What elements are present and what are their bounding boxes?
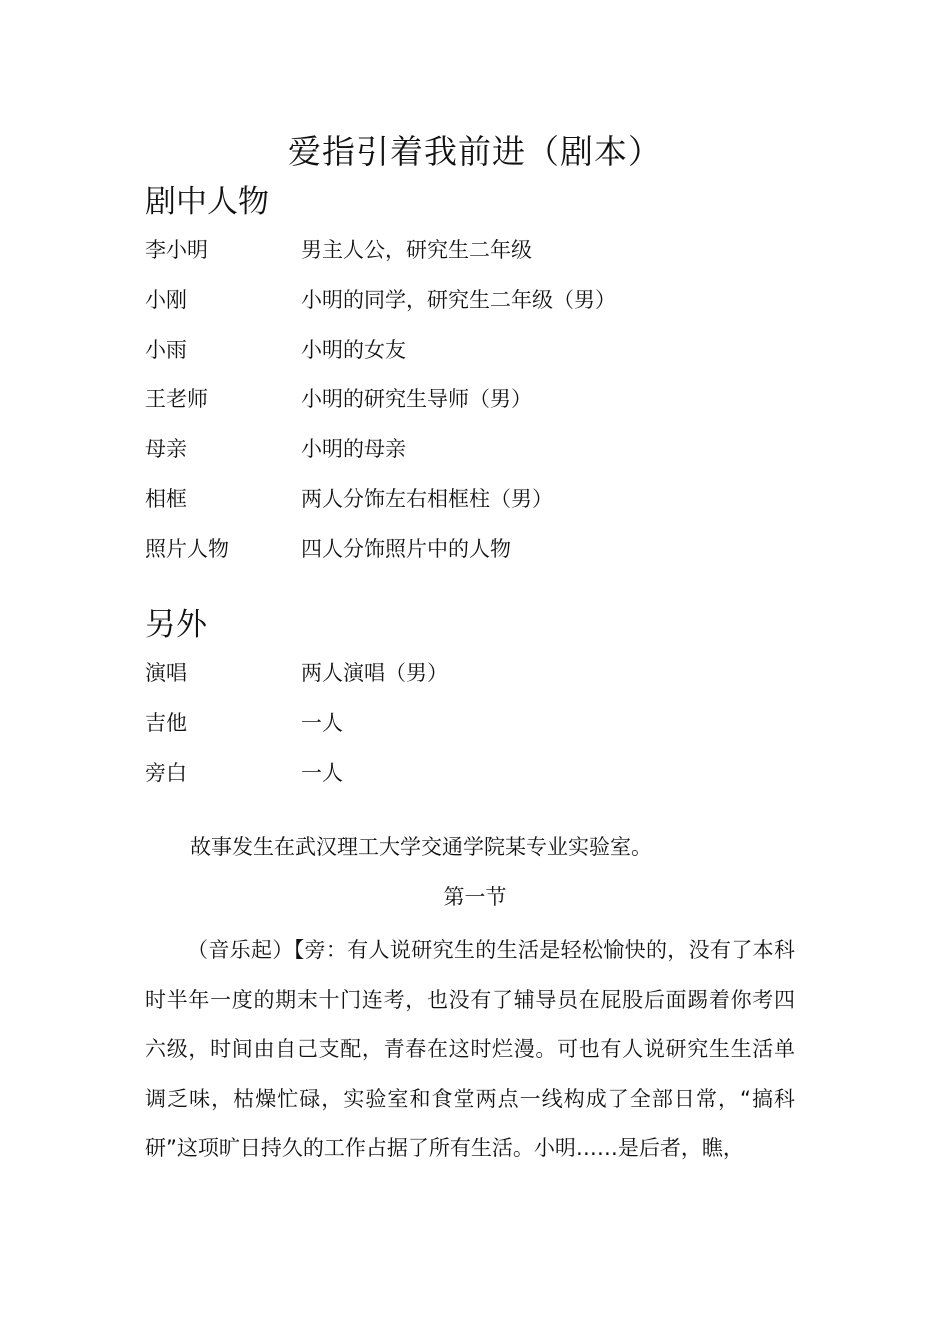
narration-paragraph: （音乐起）【旁：有人说研究生的生活是轻松愉快的，没有了本科时半年一度的期末十门连考，也没有了辅导员在屁股后面踢着你考四六级，时间由自己支配，青春在这时烂漫。可也有人说研究生生活单调乏味，枯燥忙碌，实验室和食堂两点一线构成了全部日常，“搞科研”这项旷日持久的工作占据了所有生活。小明……是后者，瞧，	[145, 938, 795, 1161]
cast-row	[145, 233, 805, 267]
extra-name: 吉他	[145, 711, 187, 735]
cast-name: 母亲	[145, 437, 187, 461]
scene-title: 第一节	[443, 885, 507, 909]
extra-row	[145, 656, 805, 690]
cast-description: 小明的母亲	[301, 437, 406, 461]
cast-name: 王老师	[145, 387, 208, 411]
cast-row	[145, 333, 805, 367]
extra-description: 两人演唱（男）	[301, 661, 448, 685]
cast-name: 小刚	[145, 288, 187, 312]
cast-description: 四人分饰照片中的人物	[301, 537, 511, 561]
cast-name: 小雨	[145, 338, 187, 362]
cast-description: 小明的女友	[301, 338, 406, 362]
extra-row	[145, 706, 805, 740]
cast-name: 照片人物	[145, 537, 229, 561]
extra-description: 一人	[301, 761, 343, 785]
setting-line: 故事发生在武汉理工大学交通学院某专业实验室。	[190, 835, 652, 859]
extra-row	[145, 756, 805, 790]
cast-description: 小明的同学，研究生二年级（男）	[301, 288, 616, 312]
cast-description: 男主人公，研究生二年级	[301, 238, 532, 262]
cast-row	[145, 382, 805, 416]
cast-description: 小明的研究生导师（男）	[301, 387, 532, 411]
cast-description: 两人分饰左右相框柱（男）	[301, 487, 553, 511]
cast-row	[145, 432, 805, 466]
extras-heading: 另外	[145, 607, 207, 643]
extra-description: 一人	[301, 711, 343, 735]
cast-name: 李小明	[145, 238, 208, 262]
cast-name: 相框	[145, 487, 187, 511]
cast-heading: 剧中人物	[145, 184, 269, 220]
cast-row	[145, 482, 805, 516]
extra-name: 旁白	[145, 761, 187, 785]
cast-row	[145, 532, 805, 566]
document-title: 爱指引着我前进（剧本）	[288, 132, 662, 171]
extra-name: 演唱	[145, 661, 187, 685]
cast-row	[145, 283, 805, 317]
